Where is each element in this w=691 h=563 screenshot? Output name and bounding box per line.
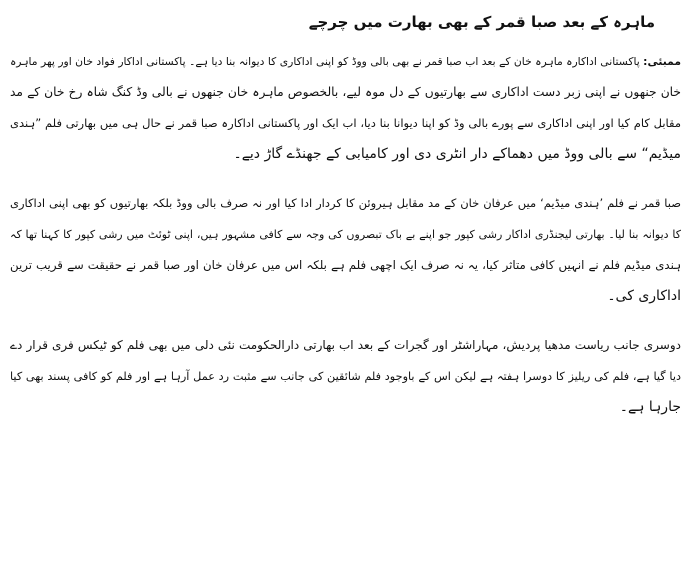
paragraph-line: [10, 46, 681, 77]
paragraph-line: دیا گیا ہے، فلم کی ریلیز کا دوسرا ہفتہ ہے لیکن اس کے باوجود فلم شائقین کی جانب سے مثبت رد عمل آرہا ہے اور فلم کو کافی پسند بھی کیا: [10, 370, 681, 383]
article-paragraph-1: [10, 46, 681, 170]
article-headline: ماہرہ کے بعد صبا قمر کے بھی بھارت میں چرچے: [308, 13, 655, 31]
article-paragraph-3: [10, 330, 681, 423]
paragraph-line: مقابل کام کیا اور اپنی اداکاری سے پورے بالی وڈ کو اپنا دیوانا بنا دیا، اب ایک اور پاکستانی اداکارہ صبا قمر نے حال ہی میں بھارتی فلم ”ہندی: [10, 116, 681, 130]
paragraph-line: جارہا ہے۔: [619, 399, 681, 415]
paragraph-line-text: پاکستانی اداکارہ ماہرہ خان کے بعد اب صبا قمر نے بھی بالی ووڈ کو اپنی اداکاری کا دیوانہ بنا دیا ہے۔ پاکستانی اداکار فواد خان اور پھر ماہرہ: [10, 55, 640, 68]
paragraph-line: کا دیوانہ بنا لیا۔ بھارتی لیجنڈری اداکار رشی کپور جو اپنے بے باک تبصروں کی وجہ سے کافی مشہور ہیں، اپنی ٹوئٹ میں رشی کپور کا کہنا تھا کہ: [10, 228, 681, 241]
article: [10, 0, 681, 441]
paragraph-line: ہندی میڈیم فلم نے انہیں کافی متاثر کیا، یہ نہ صرف ایک اچھی فلم ہے بلکہ اس میں عرفان خان اور صبا قمر نے حقیقت سے قریب ترین: [10, 258, 681, 272]
dateline: ممبئی:: [643, 55, 681, 68]
article-paragraph-2: [10, 188, 681, 312]
paragraph-line: میڈیم“ سے بالی ووڈ میں دھماکے دار انٹری دی اور کامیابی کے جھنڈے گاڑ دیے۔: [233, 146, 681, 162]
paragraph-line: دوسری جانب ریاست مدھیا پردیش، مہاراشٹر اور گجرات کے بعد اب بھارتی دارالحکومت نئی دلی میں بھی فلم کو ٹیکس فری قرار دے: [10, 338, 681, 352]
paragraph-line: خان جنھوں نے اپنی زبر دست اداکاری سے بھارتیوں کے دل موہ لیے، بالخصوص ماہرہ خان جنھوں نے بالی وڈ کنگ شاہ رخ خان کے مد: [10, 85, 681, 99]
paragraph-line: اداکاری کی۔: [607, 288, 681, 304]
paragraph-line: صبا قمر نے فلم ’ہندی میڈیم‘ میں عرفان خان کے مد مقابل ہیروئن کا کردار ادا کیا اور نہ صرف بالی ووڈ بلکہ بھارتیوں کو بھی اپنی اداکاری: [10, 196, 681, 210]
